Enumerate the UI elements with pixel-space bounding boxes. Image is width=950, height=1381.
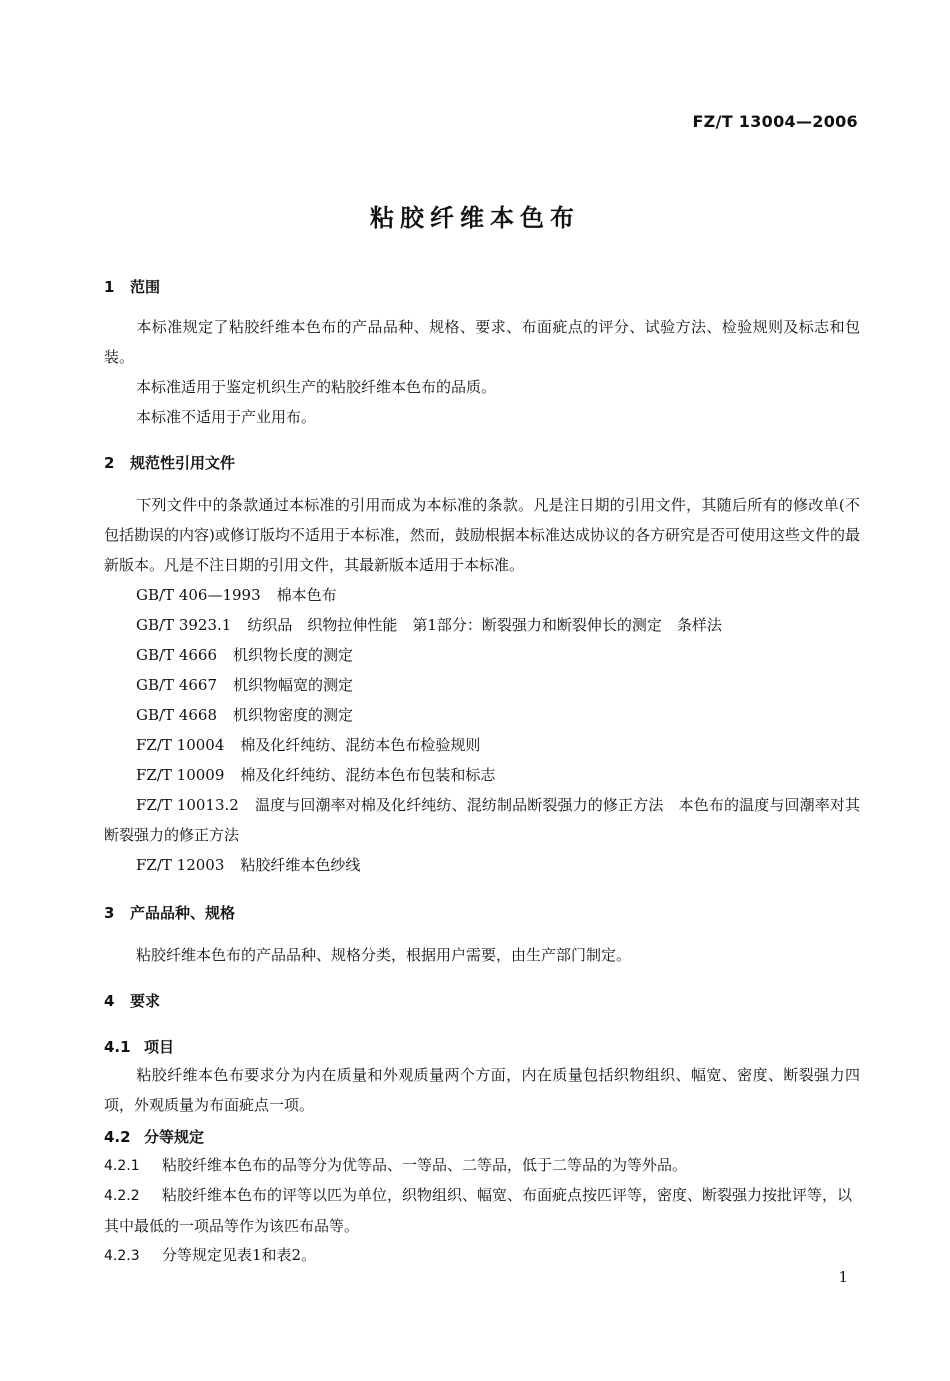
section-4-1-number: 4.1	[104, 1038, 131, 1056]
section-1-title: 范围	[130, 278, 161, 296]
section-2-intro-text: 下列文件中的条款通过本标准的引用而成为本标准的条款。凡是注日期的引用文件，其随后所有的修改单(不包括勘误的内容)或修订版均不适用于本标准，然而，鼓励根据本标准达成协议的各方研究是否可使用这些文件的最新版本。凡是不注日期的引用文件，其最新版本适用于本标准。	[104, 496, 860, 574]
reference-code: GB/T 3923.1	[136, 616, 232, 634]
reference-code: GB/T 4668	[136, 706, 218, 724]
document-title: 粘胶纤维本色布	[370, 204, 580, 232]
reference-title: 机织物幅宽的测定	[233, 676, 354, 694]
section-1-para-3-text: 本标准不适用于产业用布。	[136, 408, 317, 426]
clause-number: 4.2.3	[104, 1248, 140, 1264]
reference-item	[136, 670, 353, 700]
reference-code: GB/T 4667	[136, 676, 218, 694]
reference-title: 温度与回潮率对棉及化纤纯纺、混纺制品断裂强力的修正方法 本色布的温度与回潮率对其断裂强力的修正方法	[104, 796, 861, 844]
reference-title: 粘胶纤维本色纱线	[240, 856, 361, 874]
section-1-number: 1	[104, 278, 115, 296]
section-3-para	[104, 940, 860, 970]
reference-title: 机织物长度的测定	[233, 646, 354, 664]
section-1-para-2-text: 本标准适用于鉴定机织生产的粘胶纤维本色布的品质。	[136, 378, 497, 396]
reference-code: FZ/T 10013.2	[136, 796, 239, 814]
reference-title: 棉及化纤纯纺、混纺本色布检验规则	[240, 736, 481, 754]
section-4-1-para	[104, 1060, 860, 1120]
reference-code: GB/T 406—1993	[136, 586, 261, 604]
section-3-heading	[104, 902, 235, 923]
section-4-2-title: 分等规定	[144, 1128, 205, 1146]
document-id: FZ/T 13004—2006	[692, 112, 858, 131]
reference-item	[104, 790, 860, 850]
section-3-title: 产品品种、规格	[130, 904, 236, 922]
reference-item	[136, 580, 337, 610]
section-4-1-title: 项目	[144, 1038, 175, 1056]
reference-code: FZ/T 10004	[136, 736, 225, 754]
page-number: 1	[838, 1268, 848, 1286]
section-4-1-heading	[104, 1036, 174, 1057]
section-2-heading	[104, 452, 235, 473]
reference-item	[136, 730, 480, 760]
reference-title: 棉本色布	[276, 586, 337, 604]
reference-item	[136, 700, 353, 730]
section-2-intro	[104, 490, 860, 580]
section-2-title: 规范性引用文件	[130, 454, 236, 472]
section-4-1-para-text: 粘胶纤维本色布要求分为内在质量和外观质量两个方面，内在质量包括织物组织、幅宽、密度、断裂强力四项，外观质量为布面疵点一项。	[104, 1066, 860, 1114]
clause-number: 4.2.1	[104, 1158, 140, 1174]
section-3-para-text: 粘胶纤维本色布的产品品种、规格分类，根据用户需要，由生产部门制定。	[136, 946, 632, 964]
clause-text: 分等规定见表1和表2。	[162, 1246, 317, 1264]
section-1-heading	[104, 276, 160, 297]
reference-item	[136, 850, 360, 880]
section-2-number: 2	[104, 454, 115, 472]
section-4-title: 要求	[130, 992, 161, 1010]
clause-4-2-1	[104, 1150, 860, 1181]
reference-code: GB/T 4666	[136, 646, 218, 664]
section-4-2-number: 4.2	[104, 1128, 131, 1146]
section-1-para-1-text: 本标准规定了粘胶纤维本色布的产品品种、规格、要求、布面疵点的评分、试验方法、检验规则及标志和包装。	[104, 318, 860, 366]
clause-4-2-3	[104, 1240, 860, 1271]
reference-item	[136, 640, 353, 670]
clause-text: 粘胶纤维本色布的品等分为优等品、一等品、二等品，低于二等品的为等外品。	[162, 1156, 688, 1174]
clause-text: 粘胶纤维本色布的评等以匹为单位，织物组织、幅宽、布面疵点按匹评等，密度、断裂强力按批评等，以其中最低的一项品等作为该匹布品等。	[104, 1186, 853, 1235]
section-4-number: 4	[104, 992, 115, 1010]
clause-number: 4.2.2	[104, 1188, 140, 1204]
section-1-para-2	[104, 372, 860, 402]
section-4-2-heading	[104, 1126, 204, 1147]
reference-title: 机织物密度的测定	[233, 706, 354, 724]
reference-item	[136, 760, 495, 790]
clause-4-2-2	[104, 1180, 860, 1241]
section-4-heading	[104, 990, 160, 1011]
reference-title: 棉及化纤纯纺、混纺本色布包装和标志	[240, 766, 496, 784]
reference-item	[136, 610, 722, 640]
section-1-para-3	[104, 402, 860, 432]
reference-code: FZ/T 12003	[136, 856, 225, 874]
reference-code: FZ/T 10009	[136, 766, 225, 784]
section-1-para-1	[104, 312, 860, 372]
reference-title: 纺织品 织物拉伸性能 第1部分：断裂强力和断裂伸长的测定 条样法	[247, 616, 722, 634]
section-3-number: 3	[104, 904, 115, 922]
